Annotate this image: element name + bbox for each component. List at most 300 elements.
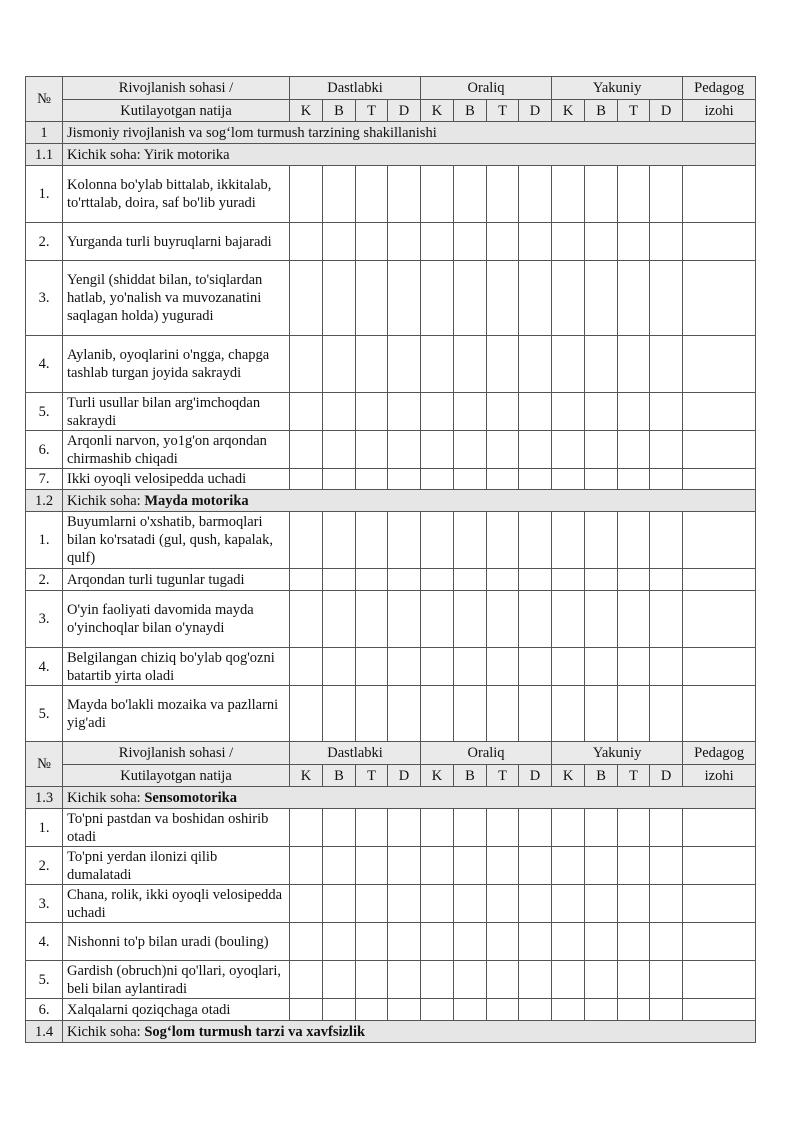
score-cell[interactable] bbox=[421, 923, 454, 961]
score-cell[interactable] bbox=[650, 393, 683, 431]
header-period: Dastlabki bbox=[290, 742, 421, 765]
item-description: Nishonni to'p bilan uradi (bouling) bbox=[63, 923, 290, 961]
score-cell[interactable] bbox=[323, 999, 356, 1021]
score-cell[interactable] bbox=[421, 885, 454, 923]
score-cell[interactable] bbox=[421, 686, 454, 742]
score-cell[interactable] bbox=[519, 999, 552, 1021]
score-cell[interactable] bbox=[356, 469, 388, 490]
score-cell[interactable] bbox=[454, 166, 487, 223]
score-cell[interactable] bbox=[519, 166, 552, 223]
score-cell[interactable] bbox=[618, 512, 650, 569]
score-cell[interactable] bbox=[618, 223, 650, 261]
teacher-note-cell[interactable] bbox=[683, 223, 756, 261]
score-cell[interactable] bbox=[356, 166, 388, 223]
score-cell[interactable] bbox=[454, 999, 487, 1021]
score-cell[interactable] bbox=[618, 847, 650, 885]
score-cell[interactable] bbox=[552, 885, 585, 923]
score-cell[interactable] bbox=[290, 223, 323, 261]
score-cell[interactable] bbox=[454, 809, 487, 847]
header-sub-column: B bbox=[454, 100, 487, 122]
table-row bbox=[26, 166, 756, 223]
score-cell[interactable] bbox=[356, 512, 388, 569]
item-number: 1. bbox=[26, 512, 63, 569]
score-cell[interactable] bbox=[552, 336, 585, 393]
score-cell[interactable] bbox=[487, 591, 519, 648]
score-cell[interactable] bbox=[323, 885, 356, 923]
score-cell[interactable] bbox=[487, 569, 519, 591]
score-cell[interactable] bbox=[487, 166, 519, 223]
score-cell[interactable] bbox=[421, 648, 454, 686]
score-cell[interactable] bbox=[618, 569, 650, 591]
score-cell[interactable] bbox=[585, 648, 618, 686]
score-cell[interactable] bbox=[388, 961, 421, 999]
score-cell[interactable] bbox=[356, 261, 388, 336]
score-cell[interactable] bbox=[421, 166, 454, 223]
table-subheader-row bbox=[26, 765, 756, 787]
score-cell[interactable] bbox=[323, 261, 356, 336]
header-sub-column: D bbox=[650, 765, 683, 787]
header-sub-column: T bbox=[618, 765, 650, 787]
score-cell[interactable] bbox=[323, 166, 356, 223]
score-cell[interactable] bbox=[585, 469, 618, 490]
score-cell[interactable] bbox=[290, 999, 323, 1021]
score-cell[interactable] bbox=[487, 336, 519, 393]
score-cell[interactable] bbox=[290, 336, 323, 393]
score-cell[interactable] bbox=[487, 393, 519, 431]
score-cell[interactable] bbox=[487, 847, 519, 885]
score-cell[interactable] bbox=[650, 885, 683, 923]
score-cell[interactable] bbox=[552, 648, 585, 686]
score-cell[interactable] bbox=[519, 261, 552, 336]
score-cell[interactable] bbox=[650, 923, 683, 961]
score-cell[interactable] bbox=[519, 885, 552, 923]
score-cell[interactable] bbox=[650, 569, 683, 591]
item-number: 3. bbox=[26, 591, 63, 648]
score-cell[interactable] bbox=[290, 393, 323, 431]
score-cell[interactable] bbox=[487, 809, 519, 847]
score-cell[interactable] bbox=[454, 648, 487, 686]
score-cell[interactable] bbox=[650, 166, 683, 223]
score-cell[interactable] bbox=[454, 469, 487, 490]
score-cell[interactable] bbox=[421, 336, 454, 393]
score-cell[interactable] bbox=[552, 569, 585, 591]
score-cell[interactable] bbox=[356, 847, 388, 885]
score-cell[interactable] bbox=[323, 431, 356, 469]
score-cell[interactable] bbox=[585, 512, 618, 569]
score-cell[interactable] bbox=[650, 261, 683, 336]
score-cell[interactable] bbox=[487, 431, 519, 469]
item-number: 7. bbox=[26, 469, 63, 490]
header-period: Yakuniy bbox=[552, 77, 683, 100]
item-description: Yengil (shiddat bilan, to'siqlardan hatlab, yo'nalish va muvozanatini saqlagan holda) yuguradi bbox=[63, 261, 290, 336]
score-cell[interactable] bbox=[618, 591, 650, 648]
table-subheader-row bbox=[26, 100, 756, 122]
score-cell[interactable] bbox=[388, 336, 421, 393]
score-cell[interactable] bbox=[290, 431, 323, 469]
score-cell[interactable] bbox=[356, 591, 388, 648]
score-cell[interactable] bbox=[356, 809, 388, 847]
teacher-note-cell[interactable] bbox=[683, 569, 756, 591]
score-cell[interactable] bbox=[323, 686, 356, 742]
item-number: 6. bbox=[26, 431, 63, 469]
score-cell[interactable] bbox=[290, 166, 323, 223]
score-cell[interactable] bbox=[487, 223, 519, 261]
score-cell[interactable] bbox=[552, 686, 585, 742]
item-number: 4. bbox=[26, 923, 63, 961]
header-area-line2: Kutilayotgan natija bbox=[63, 100, 290, 122]
score-cell[interactable] bbox=[356, 431, 388, 469]
teacher-note-cell[interactable] bbox=[683, 336, 756, 393]
score-cell[interactable] bbox=[650, 809, 683, 847]
score-cell[interactable] bbox=[487, 469, 519, 490]
score-cell[interactable] bbox=[585, 923, 618, 961]
score-cell[interactable] bbox=[650, 512, 683, 569]
score-cell[interactable] bbox=[454, 923, 487, 961]
score-cell[interactable] bbox=[585, 336, 618, 393]
score-cell[interactable] bbox=[388, 923, 421, 961]
item-description: Belgilangan chiziq bo'ylab qog'ozni batartib yirta oladi bbox=[63, 648, 290, 686]
score-cell[interactable] bbox=[618, 686, 650, 742]
score-cell[interactable] bbox=[323, 569, 356, 591]
item-number: 5. bbox=[26, 393, 63, 431]
item-number: 1. bbox=[26, 166, 63, 223]
score-cell[interactable] bbox=[487, 648, 519, 686]
header-sub-column: K bbox=[290, 765, 323, 787]
score-cell[interactable] bbox=[585, 431, 618, 469]
score-cell[interactable] bbox=[421, 223, 454, 261]
score-cell[interactable] bbox=[421, 512, 454, 569]
score-cell[interactable] bbox=[585, 591, 618, 648]
score-cell[interactable] bbox=[421, 569, 454, 591]
score-cell[interactable] bbox=[356, 923, 388, 961]
score-cell[interactable] bbox=[290, 469, 323, 490]
score-cell[interactable] bbox=[356, 336, 388, 393]
score-cell[interactable] bbox=[356, 961, 388, 999]
score-cell[interactable] bbox=[552, 431, 585, 469]
score-cell[interactable] bbox=[356, 648, 388, 686]
section-title bbox=[63, 787, 756, 809]
score-cell[interactable] bbox=[454, 261, 487, 336]
section-number: 1.3 bbox=[26, 787, 63, 809]
teacher-note-cell[interactable] bbox=[683, 393, 756, 431]
score-cell[interactable] bbox=[618, 809, 650, 847]
item-number: 1. bbox=[26, 809, 63, 847]
score-cell[interactable] bbox=[290, 512, 323, 569]
score-cell[interactable] bbox=[552, 512, 585, 569]
score-cell[interactable] bbox=[487, 961, 519, 999]
score-cell[interactable] bbox=[519, 809, 552, 847]
item-number: 3. bbox=[26, 261, 63, 336]
score-cell[interactable] bbox=[323, 469, 356, 490]
header-sub-column: B bbox=[585, 100, 618, 122]
score-cell[interactable] bbox=[290, 847, 323, 885]
score-cell[interactable] bbox=[290, 961, 323, 999]
score-cell[interactable] bbox=[650, 591, 683, 648]
item-description: Arqondan turli tugunlar tugadi bbox=[63, 569, 290, 591]
score-cell[interactable] bbox=[323, 648, 356, 686]
score-cell[interactable] bbox=[618, 261, 650, 336]
score-cell[interactable] bbox=[618, 393, 650, 431]
header-sub-column: B bbox=[323, 765, 356, 787]
teacher-note-cell[interactable] bbox=[683, 261, 756, 336]
table-row bbox=[26, 431, 756, 469]
score-cell[interactable] bbox=[487, 923, 519, 961]
score-cell[interactable] bbox=[519, 686, 552, 742]
item-description: Aylanib, oyoqlarini o'ngga, chapga tashlab turgan joyida sakraydi bbox=[63, 336, 290, 393]
score-cell[interactable] bbox=[650, 847, 683, 885]
score-cell[interactable] bbox=[388, 569, 421, 591]
score-cell[interactable] bbox=[552, 393, 585, 431]
score-cell[interactable] bbox=[487, 999, 519, 1021]
score-cell[interactable] bbox=[356, 999, 388, 1021]
header-sub-column: D bbox=[388, 100, 421, 122]
score-cell[interactable] bbox=[552, 469, 585, 490]
score-cell[interactable] bbox=[388, 469, 421, 490]
score-cell[interactable] bbox=[585, 999, 618, 1021]
item-description: Ikki oyoqli velosipedda uchadi bbox=[63, 469, 290, 490]
score-cell[interactable] bbox=[421, 961, 454, 999]
score-cell[interactable] bbox=[388, 809, 421, 847]
score-cell[interactable] bbox=[650, 469, 683, 490]
header-area-line1: Rivojlanish sohasi / bbox=[63, 77, 290, 100]
score-cell[interactable] bbox=[519, 923, 552, 961]
score-cell[interactable] bbox=[421, 591, 454, 648]
score-cell[interactable] bbox=[585, 686, 618, 742]
section-row bbox=[26, 490, 756, 512]
score-cell[interactable] bbox=[356, 885, 388, 923]
score-cell[interactable] bbox=[388, 261, 421, 336]
score-cell[interactable] bbox=[323, 847, 356, 885]
teacher-note-cell[interactable] bbox=[683, 648, 756, 686]
score-cell[interactable] bbox=[650, 223, 683, 261]
header-sub-column: K bbox=[290, 100, 323, 122]
score-cell[interactable] bbox=[454, 686, 487, 742]
score-cell[interactable] bbox=[650, 431, 683, 469]
score-cell[interactable] bbox=[519, 961, 552, 999]
score-cell[interactable] bbox=[650, 336, 683, 393]
score-cell[interactable] bbox=[618, 431, 650, 469]
teacher-note-cell[interactable] bbox=[683, 847, 756, 885]
score-cell[interactable] bbox=[421, 999, 454, 1021]
table-row bbox=[26, 336, 756, 393]
table-header-row bbox=[26, 77, 756, 100]
score-cell[interactable] bbox=[585, 809, 618, 847]
score-cell[interactable] bbox=[388, 431, 421, 469]
score-cell[interactable] bbox=[552, 223, 585, 261]
score-cell[interactable] bbox=[552, 591, 585, 648]
score-cell[interactable] bbox=[454, 591, 487, 648]
score-cell[interactable] bbox=[388, 999, 421, 1021]
score-cell[interactable] bbox=[519, 336, 552, 393]
score-cell[interactable] bbox=[454, 885, 487, 923]
score-cell[interactable] bbox=[290, 686, 323, 742]
section-title bbox=[63, 144, 756, 166]
score-cell[interactable] bbox=[487, 261, 519, 336]
score-cell[interactable] bbox=[519, 393, 552, 431]
teacher-note-cell[interactable] bbox=[683, 166, 756, 223]
header-area-line2: Kutilayotgan natija bbox=[63, 765, 290, 787]
score-cell[interactable] bbox=[650, 999, 683, 1021]
header-sub-column: K bbox=[421, 100, 454, 122]
item-description: Buyumlarni o'xshatib, barmoqlari bilan ko'rsatadi (gul, qush, kapalak, qulf) bbox=[63, 512, 290, 569]
score-cell[interactable] bbox=[290, 648, 323, 686]
score-cell[interactable] bbox=[519, 591, 552, 648]
header-area-line1: Rivojlanish sohasi / bbox=[63, 742, 290, 765]
score-cell[interactable] bbox=[421, 393, 454, 431]
score-cell[interactable] bbox=[356, 223, 388, 261]
score-cell[interactable] bbox=[618, 469, 650, 490]
score-cell[interactable] bbox=[388, 223, 421, 261]
section-row bbox=[26, 122, 756, 144]
score-cell[interactable] bbox=[454, 512, 487, 569]
score-cell[interactable] bbox=[388, 591, 421, 648]
score-cell[interactable] bbox=[585, 885, 618, 923]
score-cell[interactable] bbox=[323, 591, 356, 648]
table-row bbox=[26, 569, 756, 591]
header-sub-column: K bbox=[552, 100, 585, 122]
score-cell[interactable] bbox=[454, 431, 487, 469]
teacher-note-cell[interactable] bbox=[683, 431, 756, 469]
item-description: O'yin faoliyati davomida mayda o'yinchoqlar bilan o'ynaydi bbox=[63, 591, 290, 648]
score-cell[interactable] bbox=[618, 923, 650, 961]
score-cell[interactable] bbox=[323, 961, 356, 999]
score-cell[interactable] bbox=[323, 809, 356, 847]
score-cell[interactable] bbox=[388, 166, 421, 223]
item-description: Yurganda turli buyruqlarni bajaradi bbox=[63, 223, 290, 261]
item-description: Xalqalarni qoziqchaga otadi bbox=[63, 999, 290, 1021]
score-cell[interactable] bbox=[388, 686, 421, 742]
score-cell[interactable] bbox=[519, 569, 552, 591]
score-cell[interactable] bbox=[421, 261, 454, 336]
score-cell[interactable] bbox=[388, 512, 421, 569]
score-cell[interactable] bbox=[454, 223, 487, 261]
score-cell[interactable] bbox=[487, 885, 519, 923]
score-cell[interactable] bbox=[650, 648, 683, 686]
section-number: 1.1 bbox=[26, 144, 63, 166]
score-cell[interactable] bbox=[585, 166, 618, 223]
score-cell[interactable] bbox=[421, 809, 454, 847]
teacher-note-cell[interactable] bbox=[683, 686, 756, 742]
teacher-note-cell[interactable] bbox=[683, 809, 756, 847]
score-cell[interactable] bbox=[356, 393, 388, 431]
teacher-note-cell[interactable] bbox=[683, 591, 756, 648]
table-row bbox=[26, 261, 756, 336]
score-cell[interactable] bbox=[650, 686, 683, 742]
score-cell[interactable] bbox=[454, 393, 487, 431]
score-cell[interactable] bbox=[519, 648, 552, 686]
score-cell[interactable] bbox=[290, 569, 323, 591]
score-cell[interactable] bbox=[323, 393, 356, 431]
score-cell[interactable] bbox=[618, 648, 650, 686]
table-row bbox=[26, 591, 756, 648]
item-number: 4. bbox=[26, 648, 63, 686]
score-cell[interactable] bbox=[585, 223, 618, 261]
score-cell[interactable] bbox=[552, 923, 585, 961]
score-cell[interactable] bbox=[552, 166, 585, 223]
score-cell[interactable] bbox=[618, 885, 650, 923]
score-cell[interactable] bbox=[618, 166, 650, 223]
score-cell[interactable] bbox=[388, 885, 421, 923]
teacher-note-cell[interactable] bbox=[683, 885, 756, 923]
score-cell[interactable] bbox=[487, 686, 519, 742]
header-sub-column: K bbox=[552, 765, 585, 787]
section-label: Kichik soha: bbox=[67, 789, 145, 806]
item-number: 6. bbox=[26, 999, 63, 1021]
item-description: Gardish (obruch)ni qo'llari, oyoqlari, beli bilan aylantiradi bbox=[63, 961, 290, 999]
section-label: Kichik soha: Yirik motorika bbox=[67, 146, 230, 163]
score-cell[interactable] bbox=[356, 686, 388, 742]
score-cell[interactable] bbox=[552, 999, 585, 1021]
teacher-note-cell[interactable] bbox=[683, 923, 756, 961]
table-row bbox=[26, 686, 756, 742]
score-cell[interactable] bbox=[454, 336, 487, 393]
score-cell[interactable] bbox=[487, 512, 519, 569]
score-cell[interactable] bbox=[388, 648, 421, 686]
table-row bbox=[26, 512, 756, 569]
score-cell[interactable] bbox=[290, 809, 323, 847]
score-cell[interactable] bbox=[552, 261, 585, 336]
score-cell[interactable] bbox=[552, 847, 585, 885]
score-cell[interactable] bbox=[519, 223, 552, 261]
table-row bbox=[26, 847, 756, 885]
teacher-note-cell[interactable] bbox=[683, 999, 756, 1021]
header-sub-column: D bbox=[519, 100, 552, 122]
score-cell[interactable] bbox=[552, 961, 585, 999]
score-cell[interactable] bbox=[290, 923, 323, 961]
score-cell[interactable] bbox=[323, 223, 356, 261]
score-cell[interactable] bbox=[618, 336, 650, 393]
score-cell[interactable] bbox=[618, 961, 650, 999]
score-cell[interactable] bbox=[323, 512, 356, 569]
score-cell[interactable] bbox=[290, 261, 323, 336]
score-cell[interactable] bbox=[323, 336, 356, 393]
score-cell[interactable] bbox=[585, 961, 618, 999]
teacher-note-cell[interactable] bbox=[683, 512, 756, 569]
section-title bbox=[63, 1021, 756, 1043]
score-cell[interactable] bbox=[388, 847, 421, 885]
score-cell[interactable] bbox=[585, 261, 618, 336]
score-cell[interactable] bbox=[356, 569, 388, 591]
score-cell[interactable] bbox=[323, 923, 356, 961]
score-cell[interactable] bbox=[519, 847, 552, 885]
score-cell[interactable] bbox=[585, 569, 618, 591]
score-cell[interactable] bbox=[421, 469, 454, 490]
teacher-note-cell[interactable] bbox=[683, 961, 756, 999]
score-cell[interactable] bbox=[454, 961, 487, 999]
header-sub-column: K bbox=[421, 765, 454, 787]
score-cell[interactable] bbox=[388, 393, 421, 431]
score-cell[interactable] bbox=[290, 885, 323, 923]
score-cell[interactable] bbox=[552, 809, 585, 847]
score-cell[interactable] bbox=[421, 847, 454, 885]
score-cell[interactable] bbox=[454, 847, 487, 885]
section-label: Jismoniy rivojlanish va sog‘lom turmush tarzining shakillanishi bbox=[67, 124, 437, 141]
score-cell[interactable] bbox=[519, 469, 552, 490]
score-cell[interactable] bbox=[585, 847, 618, 885]
score-cell[interactable] bbox=[618, 999, 650, 1021]
table-row bbox=[26, 809, 756, 847]
score-cell[interactable] bbox=[519, 431, 552, 469]
score-cell[interactable] bbox=[519, 512, 552, 569]
score-cell[interactable] bbox=[290, 591, 323, 648]
score-cell[interactable] bbox=[454, 569, 487, 591]
teacher-note-cell[interactable] bbox=[683, 469, 756, 490]
score-cell[interactable] bbox=[585, 393, 618, 431]
header-period: Yakuniy bbox=[552, 742, 683, 765]
section-label-bold: Sog‘lom turmush tarzi va xavfsizlik bbox=[144, 1023, 366, 1040]
score-cell[interactable] bbox=[421, 431, 454, 469]
score-cell[interactable] bbox=[650, 961, 683, 999]
